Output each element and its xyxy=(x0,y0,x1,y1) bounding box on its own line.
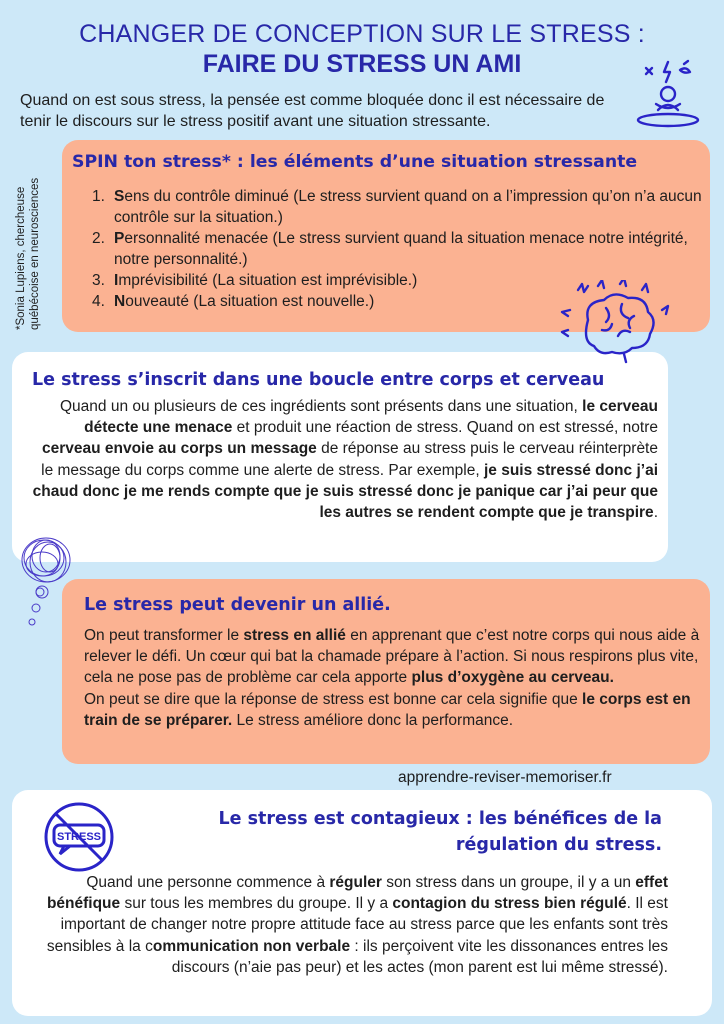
intro-text: Quand on est sous stress, la pensée est comme bloquée donc il est nécessaire de tenir le discours sur le stress positif avant une situation stressante. xyxy=(20,92,605,130)
list-text: ersonnalité menacée (Le stress survient quand la situation menace notre intégrité, notre personnalité.) xyxy=(114,230,688,268)
text-run: . Il est important de changer notre propre attitude face au stress parce que les enfants sont très sensibles à la c xyxy=(46,895,668,955)
list-letter: P xyxy=(114,230,125,247)
stressed-person-icon xyxy=(628,58,708,130)
text-run: et produit une réaction de stress. Quand on est stressé, notre xyxy=(232,419,658,437)
bold-run: contagion du stress bien régulé xyxy=(392,895,627,913)
loop-heading: Le stress s’inscrit dans une boucle entre corps et cerveau xyxy=(32,370,605,390)
contagious-text xyxy=(42,872,668,978)
list-number: 2. xyxy=(92,230,105,247)
list-item xyxy=(92,228,702,270)
list-letter: S xyxy=(114,188,125,205)
text-run: Quand une personne commence à xyxy=(86,874,330,891)
bold-run: réguler xyxy=(329,874,382,891)
ally-text xyxy=(84,625,700,731)
list-number: 3. xyxy=(92,272,105,289)
side-note xyxy=(14,178,42,330)
bold-run: cerveau envoie au corps un message xyxy=(41,440,317,458)
text-run: sur tous les membres du groupe. Il y a xyxy=(120,895,393,913)
text-run: On peut se dire que la réponse de stress est bonne car cela signifie que xyxy=(84,690,583,708)
bold-run: je suis stressé donc j’ai chaud donc je me rends compte que je suis stressé donc je panique car j’ai peur que les autres se rendent compte que je transpire xyxy=(32,461,658,522)
spin-heading: SPIN ton stress* : les éléments d’une situation stressante xyxy=(72,152,638,172)
website-url[interactable]: apprendre-reviser-memoriser.fr xyxy=(398,769,612,786)
list-number: 4. xyxy=(92,293,105,310)
text-run: son stress dans un groupe, il y a un xyxy=(381,874,636,891)
bold-run: plus d’oxygène au cerveau. xyxy=(411,669,614,687)
list-text: ens du contrôle diminué (Le stress survient quand on a l’impression qu’on n’a aucun contrôle sur la situation.) xyxy=(114,188,702,226)
page-title-line2: FAIRE DU STRESS UN AMI xyxy=(202,50,522,78)
text-run: On peut transformer le xyxy=(84,627,244,644)
list-number: 1. xyxy=(92,188,105,205)
page-title-line1: CHANGER DE CONCEPTION SUR LE STRESS : xyxy=(79,20,645,48)
bold-run: le cerveau détecte une menace xyxy=(84,398,658,437)
list-text: mprévisibilité (La situation est imprévisible.) xyxy=(118,272,418,289)
bold-run: le corps est en train de se préparer. xyxy=(84,690,691,729)
list-letter: I xyxy=(114,272,119,289)
list-item xyxy=(92,186,702,228)
ally-heading: Le stress peut devenir un allié. xyxy=(84,595,391,615)
loop-card xyxy=(12,352,668,562)
text-run: Quand un ou plusieurs de ces ingrédients sont présents dans une situation, xyxy=(59,398,583,415)
bold-run: stress en allié xyxy=(243,627,346,644)
bold-run: ommunication non verbale xyxy=(152,937,351,955)
bold-run: effet bénéfique xyxy=(46,874,668,913)
heading-line: régulation du stress. xyxy=(455,835,662,855)
text-run: . xyxy=(653,504,658,522)
text-run: de réponse au stress puis le cerveau réinterprète le message du corps comme une alerte de stress. Par exemple, xyxy=(41,440,658,479)
contagious-heading xyxy=(142,806,662,858)
text-run: : ils perçoivent vite les dissonances entres les discours (n’aie pas peur) et les actes (mon parent est lui même stressé). xyxy=(171,937,668,976)
brain-icon xyxy=(558,280,678,364)
no-stress-icon xyxy=(42,800,116,874)
list-text: ouveauté (La situation est nouvelle.) xyxy=(125,293,375,310)
ally-card xyxy=(62,579,710,764)
stress-icon-label: STRESS xyxy=(56,831,102,843)
loop-text xyxy=(32,396,658,523)
side-note-line2: québécoise en neurosciences xyxy=(29,177,41,330)
contagious-card xyxy=(12,790,712,1016)
list-letter: N xyxy=(114,293,126,310)
side-note-line1: *Sonia Lupiens, chercheuse xyxy=(15,186,27,330)
heading-line: Le stress est contagieux : les bénéfices de la xyxy=(218,809,662,829)
text-run: Le stress améliore donc la performance. xyxy=(232,711,514,729)
text-run: en apprenant que c’est notre corps qui nous aide à relever le défi. Un cœur qui bat la chamade prépare à l’action. Si nous respirons plus vite, cela ne pose pas de problème car cela apporte xyxy=(84,627,700,687)
